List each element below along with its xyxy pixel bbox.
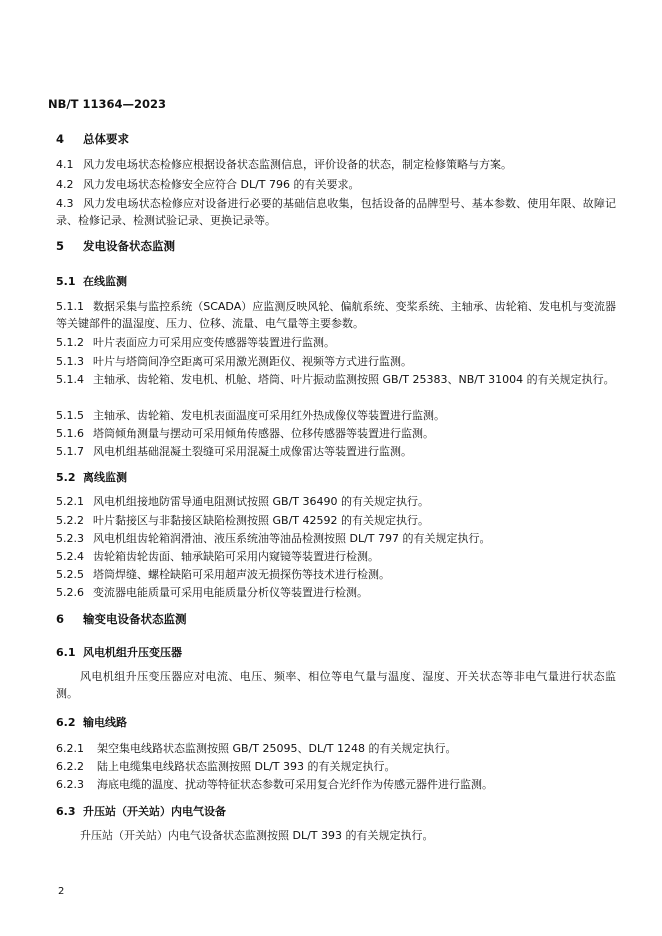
clause-5-2-3 bbox=[56, 530, 616, 547]
clause-5-2-6 bbox=[56, 584, 616, 601]
subsection-title: 输电线路 bbox=[83, 716, 127, 729]
subsection-6-3-heading bbox=[56, 803, 226, 820]
clause-number: 5.1.5 bbox=[56, 409, 84, 422]
clause-text: 塔筒倾角测量与摆动可采用倾角传感器、位移传感器等装置进行监测。 bbox=[93, 427, 434, 440]
clause-number: 5.1.7 bbox=[56, 445, 84, 458]
clause-number: 6.2.2 bbox=[56, 760, 84, 773]
section-title: 发电设备状态监测 bbox=[83, 239, 175, 253]
subsection-6-2-heading bbox=[56, 714, 127, 731]
clause-5-1-7 bbox=[56, 443, 616, 460]
clause-number: 4.2 bbox=[56, 178, 74, 191]
subsection-number: 5.1 bbox=[56, 275, 76, 288]
clause-5-1-2 bbox=[56, 334, 616, 351]
clause-text: 陆上电缆集电线路状态监测按照 DL/T 393 的有关规定执行。 bbox=[97, 760, 396, 773]
clause-number: 5.1.3 bbox=[56, 355, 84, 368]
clause-text: 架空集电线路状态监测按照 GB/T 25095、DL/T 1248 的有关规定执行。 bbox=[97, 742, 457, 755]
clause-5-2-5 bbox=[56, 566, 616, 583]
clause-text: 变流器电能质量可采用电能质量分析仪等装置进行检测。 bbox=[93, 586, 368, 599]
clause-text: 风电机组齿轮箱润滑油、液压系统油等油品检测按照 DL/T 797 的有关规定执行。 bbox=[93, 532, 491, 545]
subsection-number: 6.3 bbox=[56, 805, 76, 818]
clause-number: 5.2.2 bbox=[56, 514, 84, 527]
section-title: 输变电设备状态监测 bbox=[83, 612, 187, 626]
clause-5-2-1 bbox=[56, 493, 616, 510]
section-number: 4 bbox=[56, 132, 65, 146]
clause-5-1-5 bbox=[56, 407, 616, 424]
clause-text: 叶片与塔筒间净空距离可采用激光测距仪、视频等方式进行监测。 bbox=[93, 355, 412, 368]
clause-text: 叶片表面应力可采用应变传感器等装置进行监测。 bbox=[93, 336, 335, 349]
subsection-5-2-heading bbox=[56, 469, 127, 486]
clause-number: 5.2.1 bbox=[56, 495, 84, 508]
clause-6-2-2 bbox=[56, 758, 616, 775]
clause-number: 6.2.3 bbox=[56, 778, 84, 791]
subsection-number: 6.2 bbox=[56, 716, 76, 729]
clause-number: 5.2.5 bbox=[56, 568, 84, 581]
clause-5-1-1 bbox=[56, 298, 616, 332]
clause-text: 风力发电场状态检修安全应符合 DL/T 796 的有关要求。 bbox=[83, 178, 360, 191]
clause-6-1-body: 风电机组升压变压器应对电流、电压、频率、相位等电气量与温度、湿度、开关状态等非电气量进行状态监测。 bbox=[56, 670, 616, 700]
section-number: 6 bbox=[56, 612, 65, 626]
clause-6-2-1 bbox=[56, 740, 616, 757]
clause-number: 6.2.1 bbox=[56, 742, 84, 755]
clause-text: 数据采集与监控系统（SCADA）应监测反映风轮、偏航系统、变桨系统、主轴承、齿轮箱、发电机与变流器等关键部件的温湿度、压力、位移、流量、电气量等主要参数。 bbox=[56, 300, 616, 330]
subsection-5-1-heading bbox=[56, 273, 127, 290]
clause-text: 风力发电场状态检修应对设备进行必要的基础信息收集，包括设备的品牌型号、基本参数、使用年限、故障记录、检修记录、检测试验记录、更换记录等。 bbox=[56, 197, 616, 227]
clause-number: 4.1 bbox=[56, 158, 74, 171]
clause-text: 齿轮箱齿轮齿面、轴承缺陷可采用内窥镜等装置进行检测。 bbox=[93, 550, 379, 563]
standard-code-header: NB/T 11364—2023 bbox=[48, 97, 166, 111]
clause-5-1-6 bbox=[56, 425, 616, 442]
section-6-heading bbox=[56, 611, 187, 628]
section-5-heading bbox=[56, 238, 175, 255]
section-number: 5 bbox=[56, 239, 65, 253]
clause-4-2 bbox=[56, 176, 616, 193]
clause-number: 5.2.3 bbox=[56, 532, 84, 545]
clause-number: 5.2.4 bbox=[56, 550, 84, 563]
clause-5-1-4 bbox=[56, 371, 616, 388]
subsection-number: 5.2 bbox=[56, 471, 76, 484]
clause-number: 5.1.2 bbox=[56, 336, 84, 349]
subsection-title: 在线监测 bbox=[83, 275, 127, 288]
clause-number: 5.1.1 bbox=[56, 300, 84, 313]
clause-text: 海底电缆的温度、扰动等特征状态参数可采用复合光纤作为传感元器件进行监测。 bbox=[97, 778, 493, 791]
clause-text: 塔筒焊缝、螺栓缺陷可采用超声波无损探伤等技术进行检测。 bbox=[93, 568, 390, 581]
section-4-heading bbox=[56, 131, 129, 148]
subsection-title: 离线监测 bbox=[83, 471, 127, 484]
clause-number: 5.2.6 bbox=[56, 586, 84, 599]
clause-text: 叶片黏接区与非黏接区缺陷检测按照 GB/T 42592 的有关规定执行。 bbox=[93, 514, 429, 527]
clause-4-1 bbox=[56, 156, 616, 173]
subsection-6-1-heading bbox=[56, 644, 182, 661]
clause-number: 5.1.4 bbox=[56, 373, 84, 386]
clause-text: 风电机组接地防雷导通电阻测试按照 GB/T 36490 的有关规定执行。 bbox=[93, 495, 429, 508]
clause-5-2-4 bbox=[56, 548, 616, 565]
subsection-title: 升压站（开关站）内电气设备 bbox=[83, 805, 226, 818]
clause-number: 5.1.6 bbox=[56, 427, 84, 440]
clause-6-2-3 bbox=[56, 776, 616, 793]
clause-6-3-body: 升压站（开关站）内电气设备状态监测按照 DL/T 393 的有关规定执行。 bbox=[80, 829, 434, 842]
clause-text: 风电机组基础混凝土裂缝可采用混凝土成像雷达等装置进行监测。 bbox=[93, 445, 412, 458]
subsection-title: 风电机组升压变压器 bbox=[83, 646, 182, 659]
clause-text: 主轴承、齿轮箱、发电机表面温度可采用红外热成像仪等装置进行监测。 bbox=[93, 409, 445, 422]
clause-number: 4.3 bbox=[56, 197, 74, 210]
clause-5-2-2 bbox=[56, 512, 616, 529]
clause-text: 风力发电场状态检修应根据设备状态监测信息，评价设备的状态，制定检修策略与方案。 bbox=[83, 158, 512, 171]
page-number: 2 bbox=[58, 886, 65, 897]
section-title: 总体要求 bbox=[83, 132, 129, 146]
subsection-number: 6.1 bbox=[56, 646, 76, 659]
clause-5-1-3 bbox=[56, 353, 616, 370]
clause-4-3 bbox=[56, 195, 616, 229]
clause-text: 主轴承、齿轮箱、发电机、机舱、塔筒、叶片振动监测按照 GB/T 25383、NB/T 31004 的有关规定执行。 bbox=[93, 373, 615, 386]
